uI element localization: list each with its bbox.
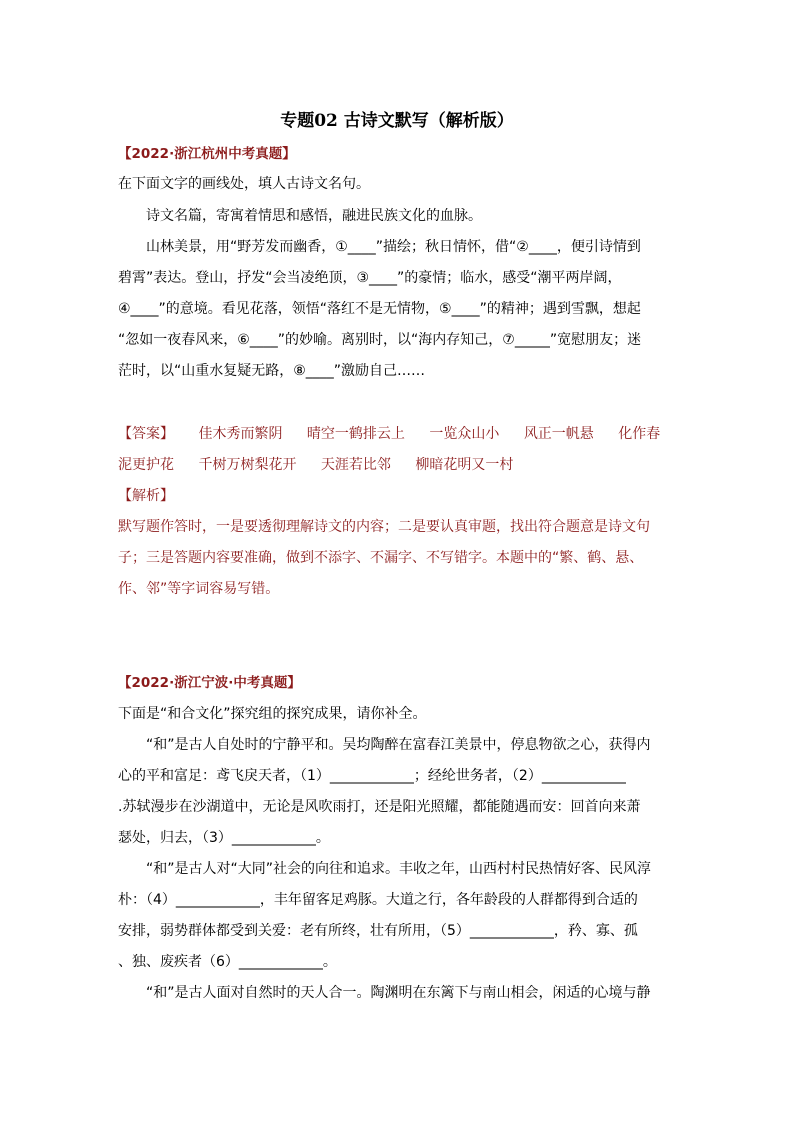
answer-item: 佳木秀而繁阴 xyxy=(198,426,283,442)
section-1-prompt: 在下面文字的画线处，填人古诗文名句。 xyxy=(118,176,370,192)
section-2-paragraph-2-line-3: 安排，弱势群体都受到关爱：老有所终，壮有所用，（5）____________，矜、寡、孤 xyxy=(118,923,638,939)
analysis-label: 【解析】 xyxy=(118,488,174,504)
answer-item: 柳暗花明又一村 xyxy=(415,457,514,473)
analysis-line-2: 子；三是答题内容要准确，做到不添字、不漏字、不写错字。本题中的“繁、鹤、悬、 xyxy=(118,550,644,566)
section-2-paragraph-1-line-2: 心的平和富足：鸢飞戾天者，（1）____________；经纶世务者，（2）____________ xyxy=(118,768,626,784)
section-1-paragraph-1: 诗文名篇，寄寓着情思和感悟，融进民族文化的血脉。 xyxy=(146,208,482,224)
answer-item: 晴空一鹤排云上 xyxy=(306,426,405,442)
page-title: 专题02 古诗文默写（解析版） xyxy=(280,111,514,131)
section-1-paragraph-2-line-2: 碧霄”表达。登山，抒发“会当凌绝顶，③____”的豪情；临水，感受“潮平两岸阔， xyxy=(118,270,622,286)
section-1-paragraph-2-line-4: “忽如一夜春风来，⑥____”的妙喻。离别时，以“海内存知己，⑦_____”宽慰朋友；迷 xyxy=(118,332,642,348)
answer-item: 风正一帆悬 xyxy=(523,426,594,442)
section-2-prompt: 下面是“和合文化”探究组的探究成果，请你补全。 xyxy=(118,706,427,722)
section-2-paragraph-3-line-1: “和”是古人面对自然时的天人合一。陶渊明在东篱下与南山相会，闲适的心境与静 xyxy=(146,985,651,1001)
section-1-paragraph-2-line-1: 山林美景，用“野芳发而幽香，①____”描绘；秋日情怀，借“②____，便引诗情到 xyxy=(146,239,641,255)
analysis-line-3: 作、邻”等字词容易写错。 xyxy=(118,581,280,597)
section-2-paragraph-1-line-3: .苏轼漫步在沙湖道中，无论是风吹雨打，还是阳光照耀，都能随遇而安：回首向来萧 xyxy=(118,799,641,815)
analysis-line-1: 默写题作答时，一是要透彻理解诗文的内容；二是要认真审题，找出符合题意是诗文句 xyxy=(118,519,650,535)
answer-item: 泥更护花 xyxy=(118,457,174,473)
section-1-heading: 【2022·浙江杭州中考真题】 xyxy=(118,146,296,162)
section-2-paragraph-2-line-4: 、独、废疾者（6）____________。 xyxy=(118,954,337,970)
answer-line-1 xyxy=(118,424,684,444)
section-1-paragraph-2-line-3: ④____”的意境。看见花落，领悟“落红不是无情物，⑤____”的精神；遇到雪飘，想起 xyxy=(118,301,641,317)
section-2-paragraph-1-line-1: “和”是古人自处时的宁静平和。吴均陶醉在富春江美景中，停息物欲之心，获得内 xyxy=(146,737,651,753)
answer-label: 【答案】 xyxy=(118,426,174,442)
answer-line-2 xyxy=(118,455,684,475)
section-2-paragraph-1-line-4: 瑟处，归去，（3）____________。 xyxy=(118,830,330,846)
section-2-heading: 【2022·浙江宁波·中考真题】 xyxy=(118,675,301,691)
section-2-paragraph-2-line-1: “和”是古人对“大同”社会的向往和追求。丰收之年，山西村村民热情好客、民风淳 xyxy=(146,861,652,877)
answer-item: 千树万树梨花开 xyxy=(198,457,297,473)
answer-item: 一览众山小 xyxy=(429,426,500,442)
section-2-paragraph-2-line-2: 朴：（4）____________，丰年留客足鸡豚。大道之行，各年龄段的人群都得到合适的 xyxy=(118,892,638,908)
answer-item: 天涯若比邻 xyxy=(320,457,391,473)
answer-item: 化作春 xyxy=(618,426,661,442)
section-1-paragraph-2-line-5: 茫时，以“山重水复疑无路，⑧____”激励自己…… xyxy=(118,363,426,379)
